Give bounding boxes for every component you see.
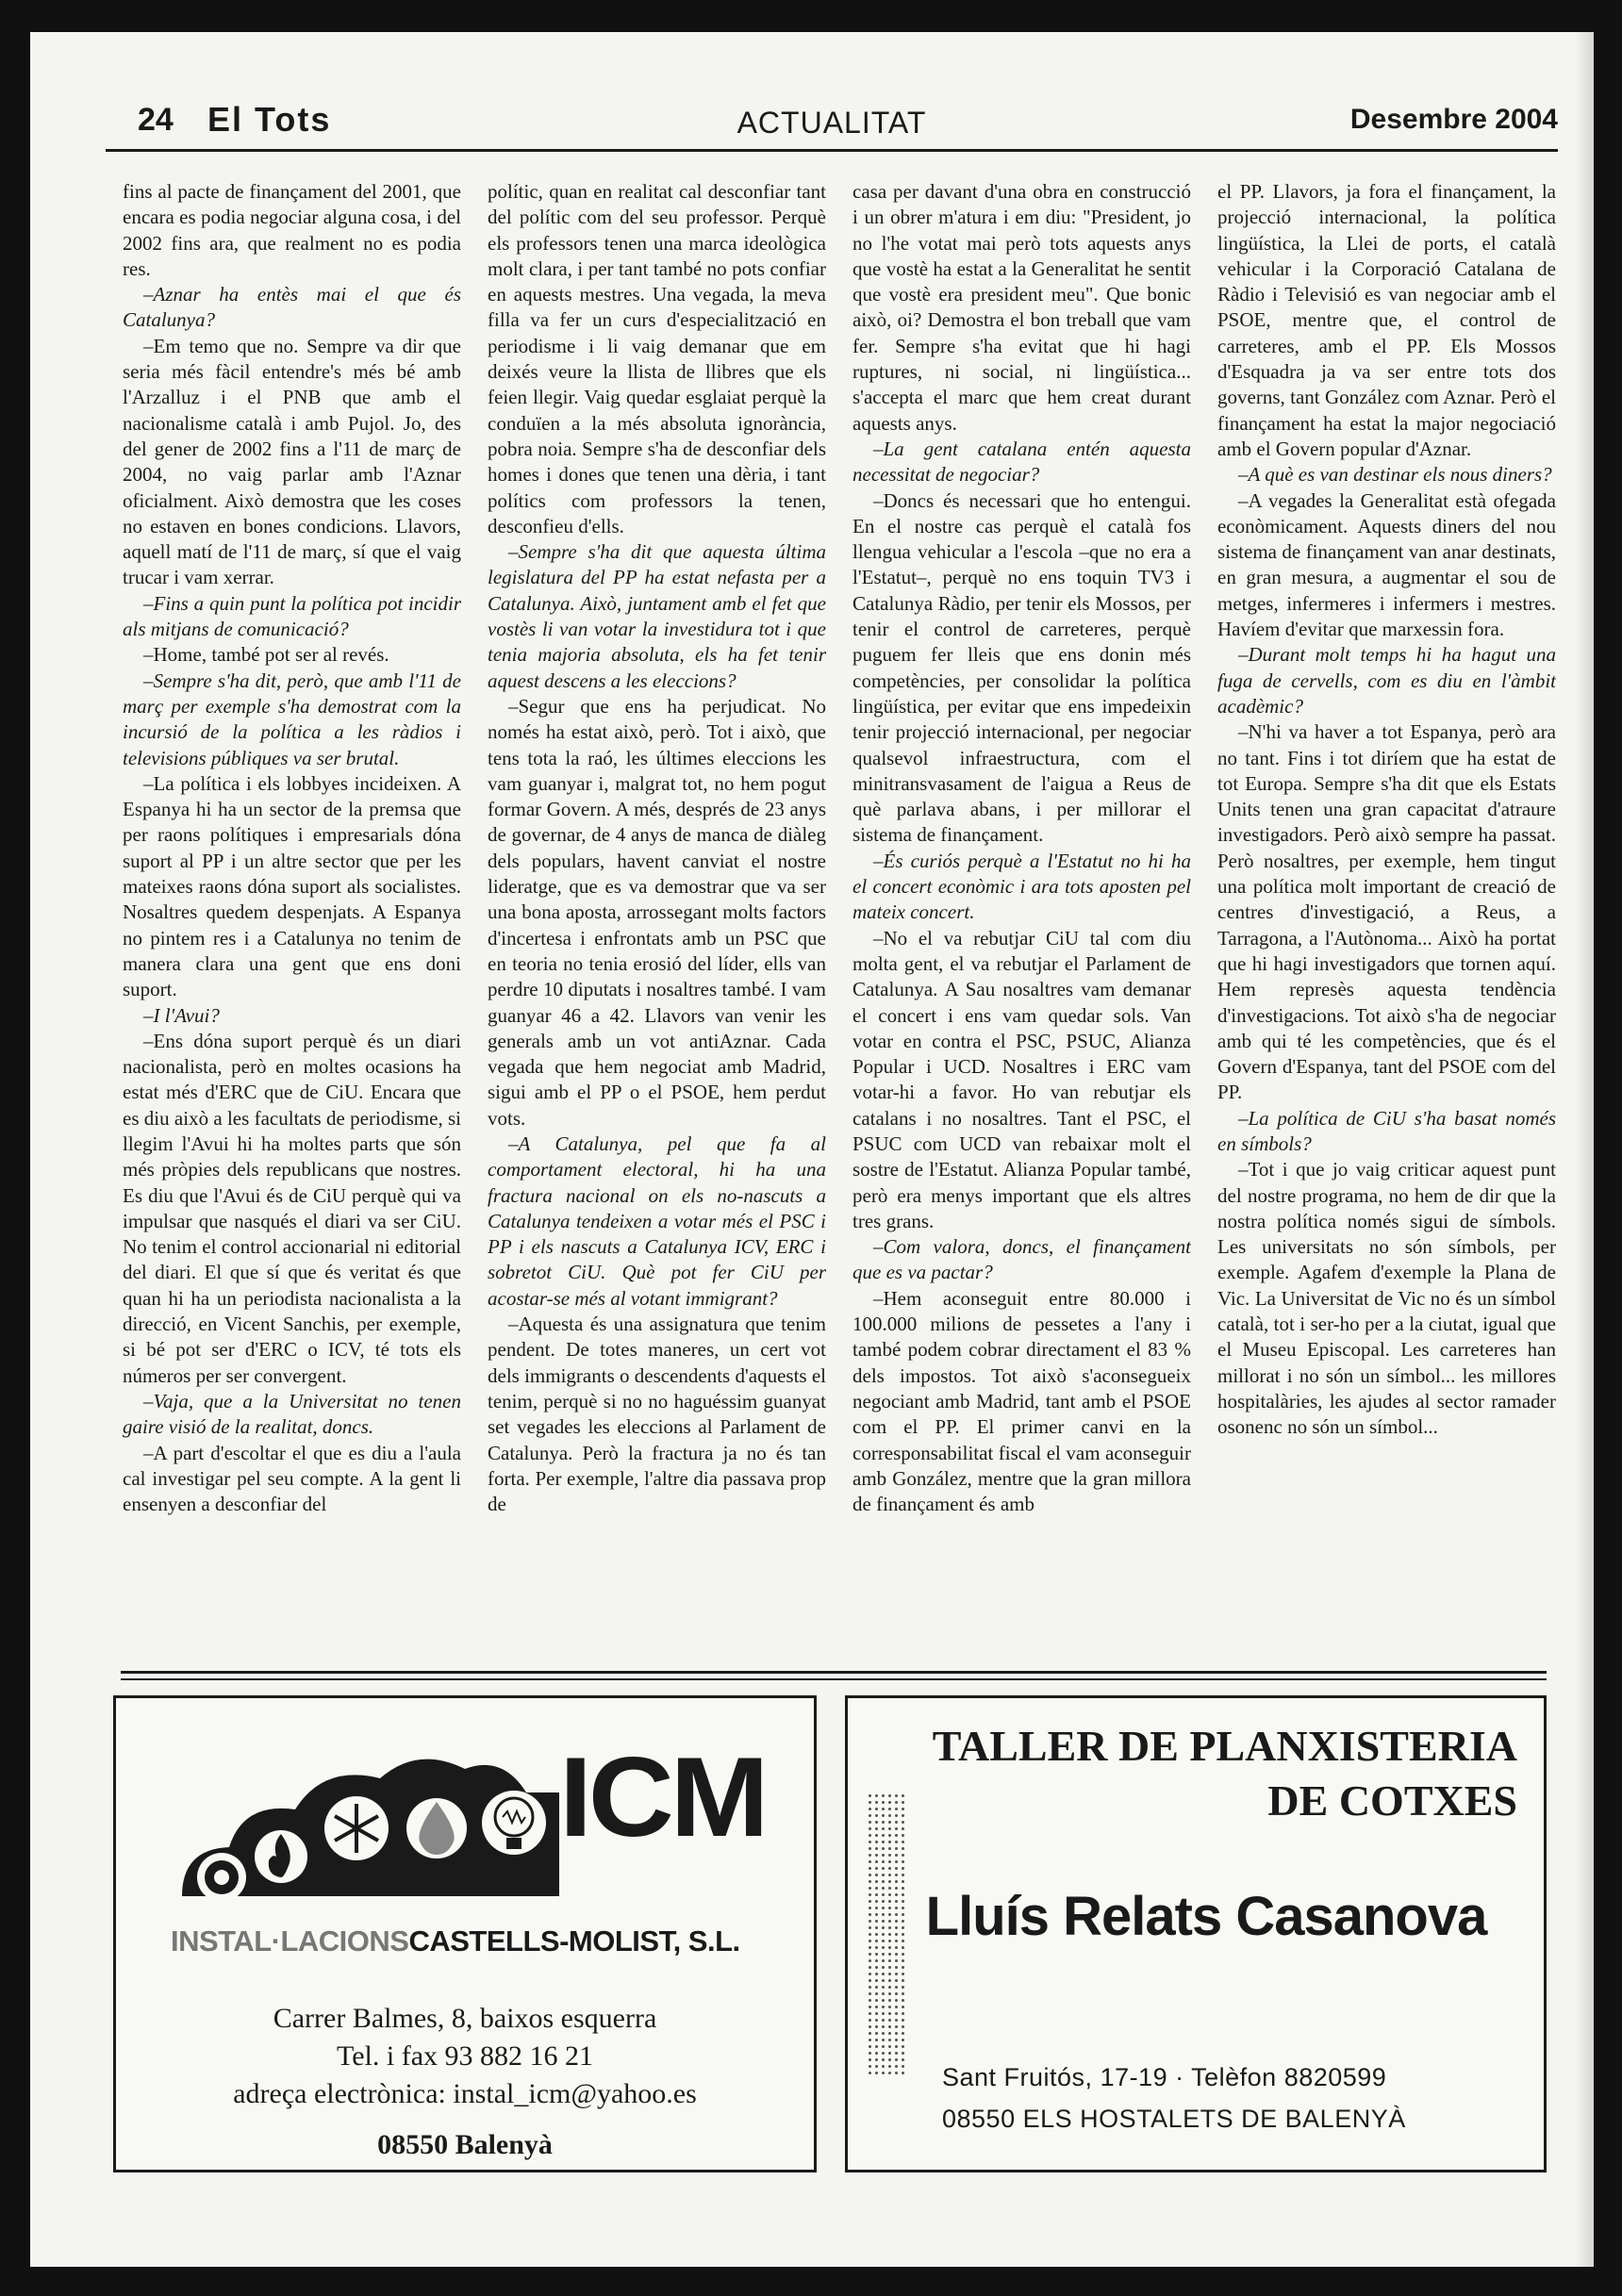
interview-question: –Sempre s'ha dit que aquesta última legislatura del PP ha estat nefasta per a Catalunya. Això, juntament amb el fet que vostès li van votar la investidura tot i que tenia majoria absoluta, els ha fet tenir aquest descens a les eleccions? — [488, 540, 826, 692]
article-paragraph: –Em temo que no. Sempre va dir que seria més fàcil entendre's més bé amb l'Arzalluz i el PNB que amb el nacionalisme català i amb Pujol. Jo, des del gener de 2002 fins a l'11 de març de 2004, no vaig parlar amb l'Aznar oficialment. Això demostra que les coses no estaven en bones condicions. Llavors, aquell matí de l'11 de març, sí que el vaig trucar i vam xerrar. — [123, 334, 461, 589]
article-paragraph: –Segur que ens ha perjudicat. No només ha estat això, però. Tot i això, que tens tota la raó, les últimes eleccions les vam guanyar i, malgrat tot, no hem pogut formar Govern. A més, després de 23 anys de governar, de 4 anys de manca de diàleg dels populars, havent canviat el nostre lideratge, que es va demostrar que va ser una bona aposta, arrossegant molts factors d'incertesa i enfrontats amb un PSC que en teoria no tenia erosió del líder, ells van perdre 10 diputats i nosaltres també. I vam guanyar 46 a 42. Llavors van venir les generals amb un vot antiAznar. Cada vegada que hem negociat amb Madrid, sigui amb el PP o el PSOE, hem perdut vots. — [488, 694, 826, 1130]
article-column — [488, 179, 826, 1650]
interview-question: –Fins a quin punt la política pot incidir als mitjans de comunicació? — [123, 591, 461, 641]
article-paragraph: casa per davant d'una obra en construcció i un obrer m'atura i em diu: "President, jo no l'he votat mai però tots aquests anys que vostè ha estat a la Generalitat he sentit que vostè era president meu". Que bonic això, oi? Demostra el bon treball que vam fer. Sempre s'ha evitat que hi hagi ruptures, ni social, ni lingüística... s'accepta el marc que hem creat durant aquests anys. — [852, 180, 1191, 435]
article-paragraph: –No el va rebutjar CiU tal com diu molta gent, el va rebutjar el Parlament de Catalunya. A Sau nosaltres vam demanar el concert i ens vam quedar sols. Van votar en contra el PSC, PSUC, Alianza Popular i UCD. Nosaltres i ERC vam votar-hi a favor. Ho van rebutjar els catalans i no nosaltres. Tant el PSC, el PSUC com UCD van rebaixar molt el sostre de l'Estatut. Alianza Popular també, però era menys important que els altres tres grans. — [852, 926, 1191, 1232]
article-paragraph: –N'hi va haver a tot Espanya, però ara no tant. Fins i tot diríem que ha estat de tot Europa. Sempre s'ha dit que els Estats Units tenen una gran capacitat d'atraure investigadors. Però això sempre ha passat. Però nosaltres, per exemple, hem tingut una política molt important de creació de centres d'investigació, a Reus, a Tarragona, a l'Autònoma... Això ha portat que hi hagi investigadors que tornen aquí. Hem represès aquesta tendència d'investigacions. Tot això s'ha de negociar amb qui té les competències, que és el Govern d'Espanya, tant del PSOE com del PP. — [1217, 720, 1556, 1104]
interview-question: –Com valora, doncs, el finançament que es va pactar? — [852, 1235, 1191, 1284]
taller-contact-block — [942, 2056, 1406, 2139]
article-paragraph: –Hem aconseguit entre 80.000 i 100.000 milions de pessetes a l'any i també podem cobrar directament el 83 % dels impostos. Tot això s'aconsegueix negociant amb Madrid, tant amb el PSOE com el PP. El primer canvi en la corresponsabilitat fiscal el vam aconseguir amb González, mentre que la gran millora de finançament és amb — [852, 1286, 1191, 1516]
flame-icon — [255, 1830, 307, 1883]
interview-question: –A Catalunya, pel que fa al comportament electoral, hi ha una fractura nacional on els no-nascuts a Catalunya tendeixen a votar més el PSC i PP i els nascuts a Catalunya ICV, ERC i sobretot CiU. Què pot fer CiU per acostar-se més al votant immigrant? — [488, 1131, 826, 1310]
article-paragraph: –La política i els lobbyes incideixen. A Espanya hi ha un sector de la premsa que per raons polítiques i empresarials dóna suport al PP i un altre sector que per les mateixes raons dóna suport als socialistes. Nosaltres quedem despenjats. A Espanya no pintem res i a Catalunya no tenim de manera clara una gent que ens doni suport. — [123, 771, 461, 1001]
article-paragraph: –Ens dóna suport perquè és un diari nacionalista, però en moltes ocasions ha estat més d'ERC que de CiU. Encara que es diu això a les facultats de periodisme, si llegim l'Avui hi ha moltes parts que són més pròpies dels republicans que nostres. Es diu que l'Avui és de CiU perquè qui va impulsar que nasqués el diari va ser CiU. No tenim el control accionarial ni editorial del diari. El que sí que és veritat és que quan hi ha un periodista nacionalista a la direcció, en Vicent Sanchis, per exemple, si bé pot ser d'ERC o ICV, té tots els números per ser convergent. — [123, 1029, 461, 1387]
interview-question: –És curiós perquè a l'Estatut no hi ha el concert econòmic i ara tots aposten pel mateix concert. — [852, 849, 1191, 924]
taller-address: Sant Fruitós, 17-19 · Telèfon 8820599 — [942, 2063, 1387, 2091]
taller-title-line1: TALLER DE PLANXISTERIA — [932, 1722, 1517, 1770]
article-paragraph: –Home, també pot ser al revés. — [143, 643, 389, 667]
issue-date: Desembre 2004 — [1349, 104, 1558, 135]
article-column — [1217, 179, 1556, 1650]
page-header — [106, 68, 1558, 153]
taller-town: 08550 ELS HOSTALETS DE BALENYÀ — [942, 2105, 1406, 2133]
icm-name-part1: INSTAL·LACIONS — [171, 1924, 409, 1957]
page-edge-shadow — [1575, 32, 1594, 2267]
taller-title — [933, 1719, 1517, 1828]
article-paragraph: –A part d'escoltar el que es diu a l'aula cal investigar pel seu compte. A la gent li ensenyen a desconfiar del — [123, 1441, 461, 1516]
water-drop-icon — [406, 1798, 467, 1858]
article-paragraph: el PP. Llavors, ja fora el finançament, la projecció internacional, la política lingüística, la Llei de ports, el català vehicular i la Corporació Catalana de Ràdio i Televisió es van negociar amb el PSOE, mentre que, el control de carreteres, amb el PP. Els Mossos d'Esquadra ja va ser entre tots dos governs, tant González com Aznar. Però el finançament ha estat la major negociació amb el Govern popular d'Aznar. — [1217, 180, 1556, 460]
article-paragraph: –Tot i que jo vaig criticar aquest punt del nostre programa, no hem de dir que la nostra política només sigui de símbols. Les universitats no són símbols, per exemple. Agafem d'exemple la Plana de Vic. La Universitat de Vic no és un símbol català, tot i ser-ho per a la ciutat, igual que el Museu Episcopal. Les carreteres han millorat i no són un símbol... les millores hospitalàries, les ajudes al sector ramader osonenc no són un símbol... — [1217, 1158, 1556, 1439]
article-paragraph: fins al pacte de finançament del 2001, que encara es podia negociar alguna cosa, i del 2002 fins ara, que realment no es podia res. — [123, 180, 461, 280]
interview-question: –Vaja, que a la Universitat no tenen gaire visió de la realitat, doncs. — [123, 1389, 461, 1439]
snowflake-icon — [324, 1796, 389, 1860]
page-number: 24 — [138, 102, 174, 138]
icm-logo-text: ICM — [559, 1734, 766, 1860]
article-body — [123, 179, 1556, 1650]
article-paragraph: –Doncs és necessari que ho entengui. En el nostre cas perquè el català fos llengua vehicular a l'escola –que no era a l'Estatut–, perquè no ens toquin TV3 i Catalunya Ràdio, per tenir els Mossos, per tenir el control de carreteres, perquè puguem fer lleis que ens donin més competències, per consolidar la política lingüística, per evitar que ens impedeixin tenir projecció internacional, per negociar qualsevol infraestructura, com el minitransvasament de l'aigua a Reus de què parlava abans, i per millorar el sistema de finançament. — [852, 488, 1191, 847]
light-bulb-icon — [482, 1791, 546, 1855]
interview-question: –A què es van destinar els nous diners? — [1238, 463, 1552, 487]
icm-contact-block — [116, 2000, 814, 2164]
icm-company-name — [171, 1924, 774, 1958]
icm-email: adreça electrònica: instal_icm@yahoo.es — [233, 2078, 697, 2109]
article-paragraph: –Aquesta és una assignatura que tenim pendent. De totes maneres, un cert vot dels immigrants o descendents d'aquests el tenim, perquè si no no haguéssim guanyat set vegades les eleccions al Parlament de Catalunya. Però la fractura ja no és tan forta. Per exemple, l'altre dia passava prop de — [488, 1313, 826, 1516]
interview-question: –Durant molt temps hi ha hagut una fuga de cervells, com es diu en l'àmbit acadèmic? — [1217, 643, 1556, 718]
section-title: ACTUALITAT — [737, 106, 927, 140]
taller-owner-name: Lluís Relats Casanova — [925, 1886, 1487, 1947]
gear-icon — [197, 1853, 246, 1902]
interview-question: –La gent catalana entén aquesta necessitat de negociar? — [852, 437, 1191, 487]
icm-phone: Tel. i fax 93 882 16 21 — [336, 2040, 594, 2072]
header-rule — [106, 149, 1558, 152]
interview-question: –La política de CiU s'ha basat només en símbols? — [1217, 1106, 1556, 1155]
ads-separator-rule — [121, 1671, 1547, 1674]
interview-question: –Sempre s'ha dit, però, que amb l'11 de març per exemple s'ha demostrat com la incursió de la política a les ràdios i televisions públiques va ser brutal. — [123, 669, 461, 769]
taller-title-line2: DE COTXES — [1267, 1776, 1517, 1825]
interview-question: –Aznar ha entès mai el que és Catalunya? — [123, 283, 461, 332]
dot-pattern — [867, 1792, 904, 2075]
icm-town: 08550 Balenyà — [377, 2129, 553, 2160]
ads-separator-rule-thin — [121, 1678, 1547, 1680]
icm-address: Carrer Balmes, 8, baixos esquerra — [273, 2003, 657, 2034]
publication-name: El Tots — [207, 100, 332, 139]
article-paragraph: polític, quan en realitat cal desconfiar tant del polític com del seu professor. Perquè els professors tenen una marca ideològica molt clara, i per tant també no pots confiar en aquests mestres. Una vegada, la meva filla va fer un curs d'especialització en periodisme i li vaig demanar que em deixés veure la llista de llibres que els feien llegir. Vaig quedar esglaiat perquè la conduïen a la més absoluta ignorància, pobra noia. Sempre s'ha de desconfiar dels homes i dones que tenen una dèria, i tant polítics com professors la tenen, desconfieu d'ells. — [488, 180, 826, 537]
article-column — [852, 179, 1191, 1650]
article-paragraph: –A vegades la Generalitat està ofegada econòmicament. Aquests diners del nou sistema de finançament van anar destinats, en gran mesura, a augmentar el sou de metges, infermeres i infermers i mestres. Havíem d'evitar que marxessin fora. — [1217, 488, 1556, 641]
icm-name-part2: CASTELLS-MOLIST, S.L. — [408, 1924, 740, 1957]
icm-advertisement — [113, 1695, 817, 2172]
taller-advertisement — [845, 1695, 1547, 2172]
article-column — [123, 179, 461, 1650]
interview-question: –I l'Avui? — [143, 1003, 220, 1027]
